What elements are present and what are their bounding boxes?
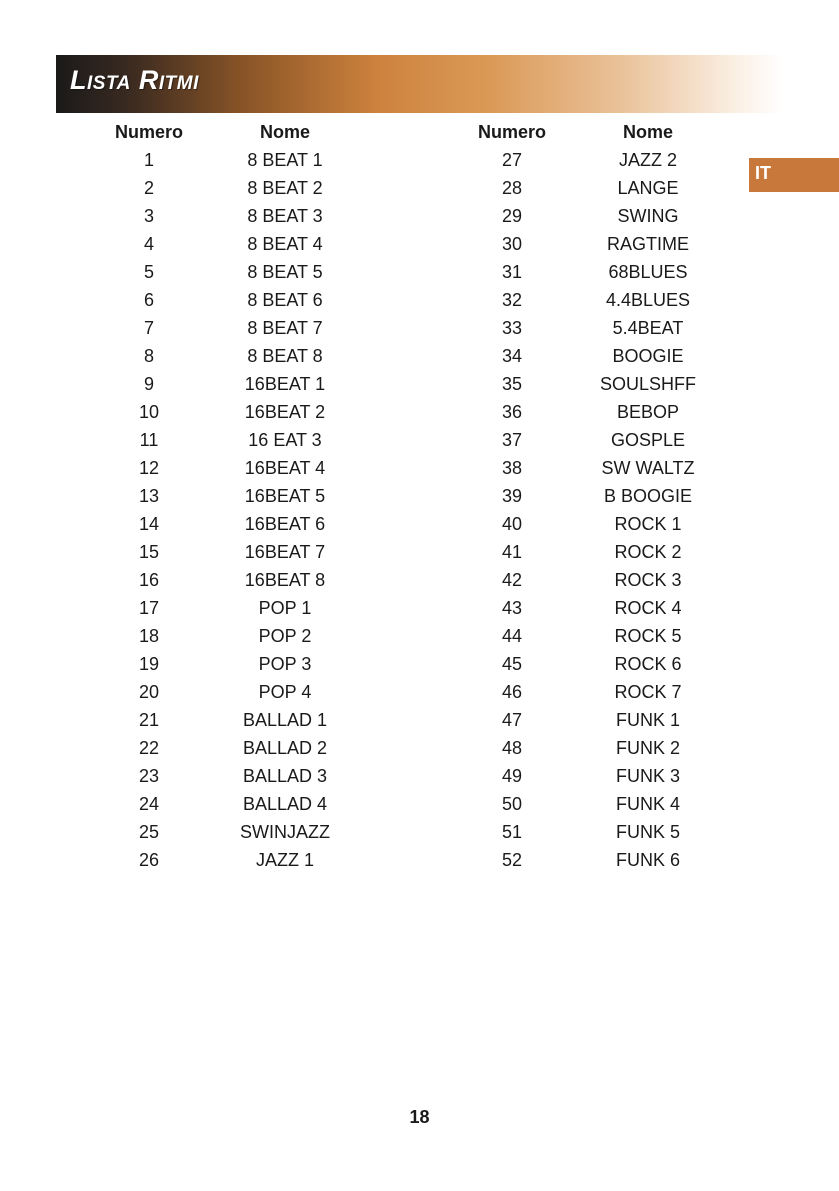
rhythm-name: ROCK 4 [614, 598, 682, 618]
rhythm-number: 48 [501, 738, 523, 758]
rhythm-number: 36 [501, 402, 523, 422]
rhythm-name: 16BEAT 2 [244, 402, 326, 422]
rhythm-name: SWINJAZZ [240, 822, 330, 842]
rhythm-name: POP 3 [258, 654, 312, 674]
rhythm-name: SOULSHFF [599, 374, 696, 394]
rhythm-number: 35 [501, 374, 523, 394]
rhythm-name: FUNK 6 [615, 850, 680, 870]
rhythm-number: 43 [501, 598, 523, 618]
rhythm-number: 6 [143, 290, 154, 310]
rhythm-number: 40 [501, 514, 523, 534]
rhythm-number: 31 [501, 262, 523, 282]
rhythm-number: 37 [501, 430, 523, 450]
rhythm-name: BALLAD 2 [242, 738, 328, 758]
rhythm-name: JAZZ 1 [255, 850, 314, 870]
rhythm-name: BEBOP [616, 402, 680, 422]
rhythm-name: 8 BEAT 8 [247, 346, 323, 366]
rhythm-number: 49 [501, 766, 523, 786]
rhythm-name: 8 BEAT 4 [247, 234, 323, 254]
rhythm-number: 38 [501, 458, 523, 478]
page-number: 18 [409, 1107, 430, 1127]
rhythm-number: 33 [501, 318, 523, 338]
rhythm-name: B BOOGIE [603, 486, 693, 506]
rhythm-number: 45 [501, 654, 523, 674]
rhythm-name: 8 BEAT 1 [247, 150, 323, 170]
header-name-right: Nome [622, 122, 673, 142]
rhythm-number: 12 [138, 458, 160, 478]
rhythm-name: 16BEAT 7 [244, 542, 326, 562]
rhythm-number: 22 [138, 738, 160, 758]
rhythm-name: FUNK 4 [615, 794, 680, 814]
rhythm-name: 8 BEAT 7 [247, 318, 323, 338]
rhythm-number: 51 [501, 822, 523, 842]
rhythm-name: 16BEAT 4 [244, 458, 326, 478]
rhythm-name: ROCK 1 [614, 514, 682, 534]
rhythm-number: 17 [138, 598, 160, 618]
rhythm-name: GOSPLE [610, 430, 686, 450]
rhythm-number: 52 [501, 850, 523, 870]
rhythm-name: BOOGIE [612, 346, 684, 366]
rhythm-number: 44 [501, 626, 523, 646]
rhythm-name: 16BEAT 1 [244, 374, 326, 394]
rhythm-number: 16 [138, 570, 160, 590]
rhythm-name: FUNK 2 [615, 738, 680, 758]
rhythm-name: 16BEAT 8 [244, 570, 326, 590]
header-number-left: Numero [114, 122, 183, 142]
rhythm-number: 19 [138, 654, 160, 674]
header-name-left: Nome [259, 122, 310, 142]
rhythm-number: 26 [138, 850, 160, 870]
rhythm-name: ROCK 7 [614, 682, 682, 702]
rhythm-number: 3 [143, 206, 154, 226]
rhythm-name: 4.4BLUES [605, 290, 691, 310]
rhythm-name: POP 1 [258, 598, 312, 618]
rhythm-name: FUNK 1 [615, 710, 680, 730]
rhythm-number: 46 [501, 682, 523, 702]
rhythm-name: 8 BEAT 2 [247, 178, 323, 198]
rhythm-name: RAGTIME [606, 234, 689, 254]
rhythm-number: 21 [138, 710, 160, 730]
rhythm-number: 13 [138, 486, 160, 506]
rhythm-number: 10 [138, 402, 160, 422]
rhythm-number: 8 [143, 346, 154, 366]
rhythm-name: 16BEAT 6 [244, 514, 326, 534]
rhythm-number: 7 [143, 318, 154, 338]
rhythm-number: 1 [143, 150, 154, 170]
rhythm-name: 8 BEAT 6 [247, 290, 323, 310]
rhythm-name: 8 BEAT 3 [247, 206, 323, 226]
rhythm-name: SWING [617, 206, 679, 226]
rhythm-name: FUNK 5 [615, 822, 680, 842]
rhythm-number: 5 [143, 262, 154, 282]
rhythm-number: 4 [143, 234, 154, 254]
rhythm-name: BALLAD 1 [242, 710, 328, 730]
rhythm-name: FUNK 3 [615, 766, 680, 786]
rhythm-name: ROCK 2 [614, 542, 682, 562]
header-number-right: Numero [477, 122, 546, 142]
rhythm-number: 2 [143, 178, 154, 198]
rhythm-name: ROCK 6 [614, 654, 682, 674]
rhythm-number: 41 [501, 542, 523, 562]
rhythm-name: POP 4 [258, 682, 312, 702]
rhythm-name: BALLAD 3 [242, 766, 328, 786]
rhythm-number: 42 [501, 570, 523, 590]
rhythm-number: 30 [501, 234, 523, 254]
rhythm-number: 27 [501, 150, 523, 170]
rhythm-number: 24 [138, 794, 160, 814]
rhythm-name: SW WALTZ [601, 458, 695, 478]
rhythm-name: POP 2 [258, 626, 312, 646]
rhythm-number: 11 [139, 430, 159, 450]
rhythm-number: 39 [501, 486, 523, 506]
rhythm-number: 15 [138, 542, 160, 562]
rhythm-number: 28 [501, 178, 523, 198]
language-tab: IT [749, 158, 839, 192]
rhythm-number: 9 [143, 374, 154, 394]
rhythm-number: 47 [501, 710, 523, 730]
rhythm-number: 32 [501, 290, 523, 310]
rhythm-number: 23 [138, 766, 160, 786]
rhythm-name: BALLAD 4 [242, 794, 328, 814]
title-banner [56, 55, 784, 113]
rhythm-number: 25 [138, 822, 160, 842]
rhythm-number: 20 [138, 682, 160, 702]
rhythm-name: LANGE [617, 178, 679, 198]
rhythm-name: ROCK 5 [614, 626, 682, 646]
rhythm-number: 18 [138, 626, 160, 646]
rhythm-number: 34 [501, 346, 523, 366]
rhythm-number: 29 [501, 206, 523, 226]
rhythm-number: 50 [501, 794, 523, 814]
rhythm-name: 16BEAT 5 [244, 486, 326, 506]
rhythm-name: 68BLUES [608, 262, 688, 282]
rhythm-name: JAZZ 2 [618, 150, 677, 170]
rhythm-name: 16 EAT 3 [248, 430, 322, 450]
rhythm-name: 8 BEAT 5 [247, 262, 323, 282]
rhythm-number: 14 [138, 514, 160, 534]
page-title: Lista Ritmi [70, 65, 199, 95]
rhythm-name: ROCK 3 [614, 570, 682, 590]
rhythm-name: 5.4BEAT [612, 318, 684, 338]
